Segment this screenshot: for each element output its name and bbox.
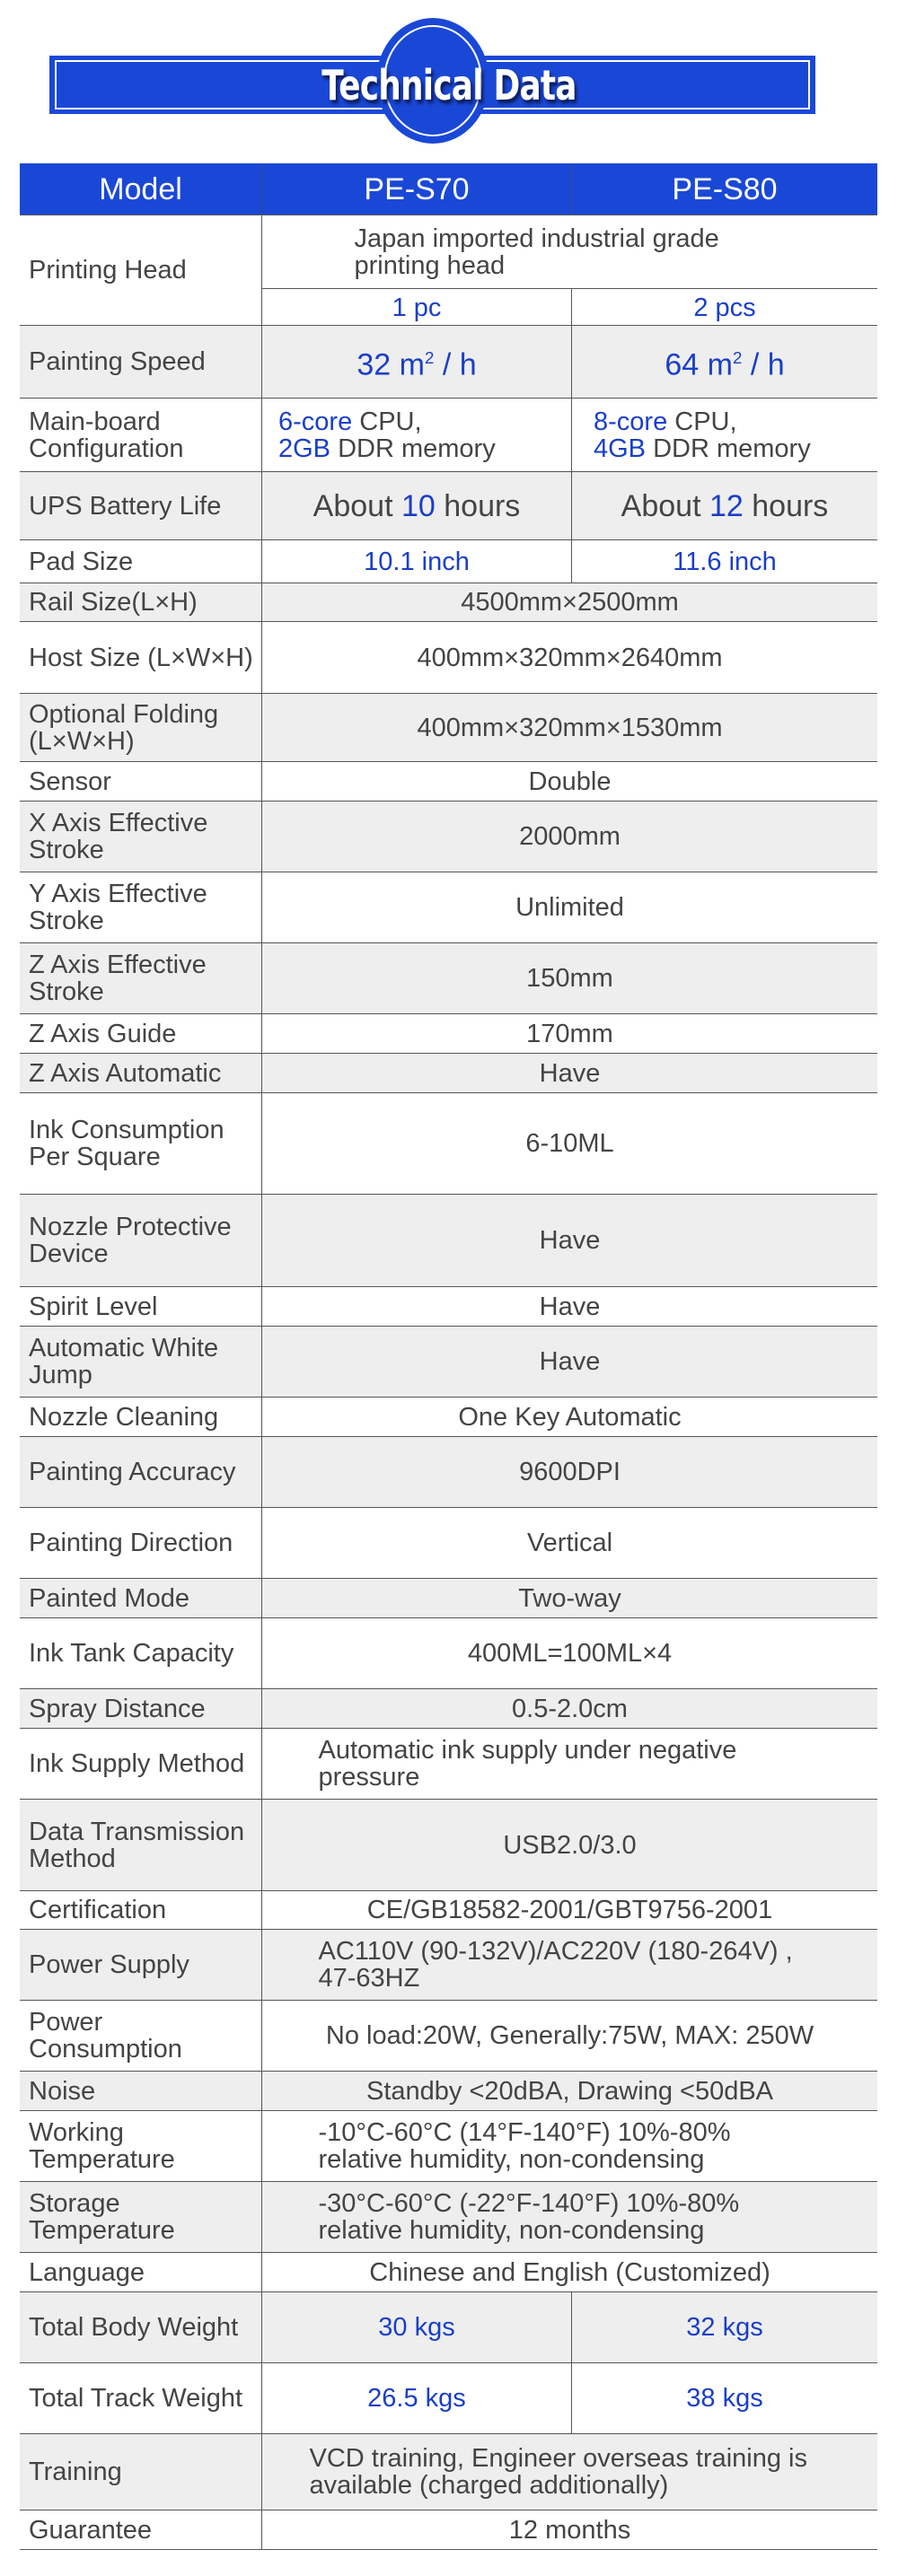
table-row <box>20 1014 877 1054</box>
track-weight-s70: 26.5 kgs <box>367 2384 466 2413</box>
table-row <box>20 2072 877 2111</box>
table-row <box>20 1398 877 1437</box>
row-label: Z Axis Guide <box>20 1014 262 1053</box>
row-value: AC110V (90-132V)/AC220V (180-264V) , 47-63HZ <box>318 1937 793 1993</box>
row-label: Ink Supply Method <box>20 1729 262 1799</box>
pad-s80: 11.6 inch <box>673 547 777 576</box>
table-row <box>20 872 877 943</box>
row-value: 0.5-2.0cm <box>512 1694 628 1723</box>
row-label: Spray Distance <box>20 1689 262 1728</box>
value: 1 pc <box>392 293 442 322</box>
mainboard-s80: 8-core CPU, 4GB DDR memory <box>594 407 811 463</box>
row-value: Unlimited <box>515 893 624 922</box>
speed-s80: 64 $m^2$ / h <box>665 347 785 382</box>
table-row <box>20 2001 877 2072</box>
table-row-pad-size <box>20 540 877 583</box>
table-header-row <box>20 163 877 215</box>
row-label: Noise <box>20 2072 262 2110</box>
row-value: CE/GB18582-2001/GBT9756-2001 <box>366 1896 773 1924</box>
body-weight-s80: 32 kgs <box>686 2313 763 2342</box>
printing-head-s70 <box>262 289 572 326</box>
row-label: UPS Battery Life <box>20 472 262 539</box>
table-row <box>20 2253 877 2292</box>
table-row <box>20 1508 877 1579</box>
page-title: Technical Data <box>321 61 577 110</box>
row-value: Vertical <box>526 1529 613 1557</box>
row-value: USB2.0/3.0 <box>503 1830 637 1860</box>
table-row <box>20 1195 877 1287</box>
table-row <box>20 1437 877 1508</box>
table-row <box>20 802 877 872</box>
row-label: Painting Accuracy <box>20 1437 262 1507</box>
row-label: Main-board Configuration <box>20 399 262 471</box>
table-row <box>20 1689 877 1729</box>
row-label: Ink Consumption Per Square <box>20 1093 262 1194</box>
table-row-body-weight <box>20 2292 877 2363</box>
table-row <box>20 1287 877 1327</box>
row-label: Rail Size(L×H) <box>20 583 262 621</box>
row-label: Pad Size <box>20 540 262 583</box>
row-label: Painting Speed <box>20 326 262 398</box>
table-row <box>20 762 877 802</box>
header-model-label: Model <box>20 163 262 215</box>
row-label: Printing Head <box>20 215 262 325</box>
row-label: Data Transmission Method <box>20 1800 262 1890</box>
table-row-painting-speed <box>20 326 877 399</box>
table-row <box>20 1891 877 1930</box>
row-label: Automatic White Jump <box>20 1327 262 1397</box>
row-value: 170mm <box>526 1019 613 1048</box>
row-value: 400mm×320mm×2640mm <box>417 643 723 672</box>
row-label: Power Supply <box>20 1930 262 2000</box>
row-label: X Axis Effective Stroke <box>20 802 262 872</box>
row-value: 4500mm×2500mm <box>461 588 679 617</box>
row-label: Host Size (L×W×H) <box>20 622 262 693</box>
guarantee-value: 12 months <box>508 2515 631 2545</box>
table-row <box>20 2182 877 2253</box>
table-row <box>20 1930 877 2001</box>
row-label: Y Axis Effective Stroke <box>20 872 262 942</box>
mainboard-s70: 6-core CPU, 2GB DDR memory <box>278 407 496 463</box>
pad-s70: 10.1 inch <box>364 547 470 576</box>
row-value: 6-10ML <box>525 1129 614 1158</box>
row-value: -30°C-60°C (-22°F-140°F) 10%-80% relative humidity, non-condensing <box>318 2189 740 2245</box>
row-value: Double <box>528 767 612 796</box>
row-value: Standby <20dBA, Drawing <50dBA <box>365 2076 774 2106</box>
row-label: Optional Folding (L×W×H) <box>20 694 262 761</box>
row-label: Sensor <box>20 762 262 801</box>
row-value: 150mm <box>526 964 613 993</box>
table-row <box>20 694 877 762</box>
row-label: Storage Temperature <box>20 2182 262 2252</box>
row-label: Nozzle Cleaning <box>20 1398 262 1436</box>
row-label: Ink Tank Capacity <box>20 1618 262 1688</box>
table-row <box>20 1579 877 1618</box>
row-value: Have <box>539 1292 601 1321</box>
table-row-ups <box>20 472 877 540</box>
ups-s70: About 10 hours <box>313 488 521 523</box>
table-row <box>20 1729 877 1800</box>
row-value: No load:20W, Generally:75W, MAX: 250W <box>325 2021 814 2050</box>
row-value: 400mm×320mm×1530mm <box>417 713 723 742</box>
row-label: Nozzle Protective Device <box>20 1195 262 1286</box>
track-weight-s80: 38 kgs <box>686 2384 763 2413</box>
row-label: Power Consumption <box>20 2001 262 2071</box>
row-label: Total Track Weight <box>20 2363 262 2433</box>
row-value: One Key Automatic <box>458 1402 682 1432</box>
printing-head-shared-value: Japan imported industrial grade printing head <box>354 223 719 280</box>
row-label: Painted Mode <box>20 1579 262 1617</box>
row-value: Have <box>539 1226 601 1255</box>
row-value: 9600DPI <box>519 1458 621 1486</box>
row-label: Guarantee <box>20 2510 262 2549</box>
table-row-printing-head <box>20 215 877 326</box>
table-row-training <box>20 2434 877 2510</box>
row-label: Certification <box>20 1891 262 1929</box>
table-row-mainboard <box>20 399 877 472</box>
row-value: 2000mm <box>519 822 621 851</box>
table-row <box>20 2111 877 2182</box>
row-value: Chinese and English (Customized) <box>369 2257 770 2287</box>
table-row-track-weight <box>20 2363 877 2434</box>
speed-s70: 32 $m^2$ / h <box>357 347 477 382</box>
row-value: 400ML=100ML×4 <box>467 1639 673 1668</box>
table-row <box>20 1327 877 1398</box>
row-value: -10°C-60°C (14°F-140°F) 10%-80% relative humidity, non-condensing <box>318 2118 731 2174</box>
row-label: Spirit Level <box>20 1287 262 1326</box>
training-value: VCD training, Engineer overseas training is available (charged additionally) <box>309 2444 807 2500</box>
table-row <box>20 1800 877 1891</box>
body-weight-s70: 30 kgs <box>378 2313 455 2342</box>
table-row <box>20 583 877 622</box>
printing-head-subrow <box>262 288 877 326</box>
row-label: Training <box>20 2434 262 2510</box>
header-model-s70: PE-S70 <box>262 163 572 215</box>
row-label: Painting Direction <box>20 1508 262 1578</box>
value: 2 pcs <box>693 293 756 322</box>
ups-s80: About 12 hours <box>621 488 829 523</box>
row-label: Z Axis Automatic <box>20 1054 262 1092</box>
header-model-s80: PE-S80 <box>672 171 778 206</box>
row-label: Working Temperature <box>20 2111 262 2181</box>
row-label: Z Axis Effective Stroke <box>20 943 262 1013</box>
table-row <box>20 622 877 694</box>
row-value: Two-way <box>518 1583 621 1613</box>
table-row <box>20 1054 877 1093</box>
table-row <box>20 1618 877 1689</box>
row-label: Language <box>20 2253 262 2291</box>
table-row <box>20 1093 877 1195</box>
table-row <box>20 943 877 1014</box>
row-label: Total Body Weight <box>20 2292 262 2362</box>
row-value: Have <box>539 1058 601 1088</box>
row-value: Have <box>539 1347 601 1376</box>
table-row-guarantee <box>20 2510 877 2550</box>
row-value: Automatic ink supply under negative pressure <box>318 1736 737 1792</box>
